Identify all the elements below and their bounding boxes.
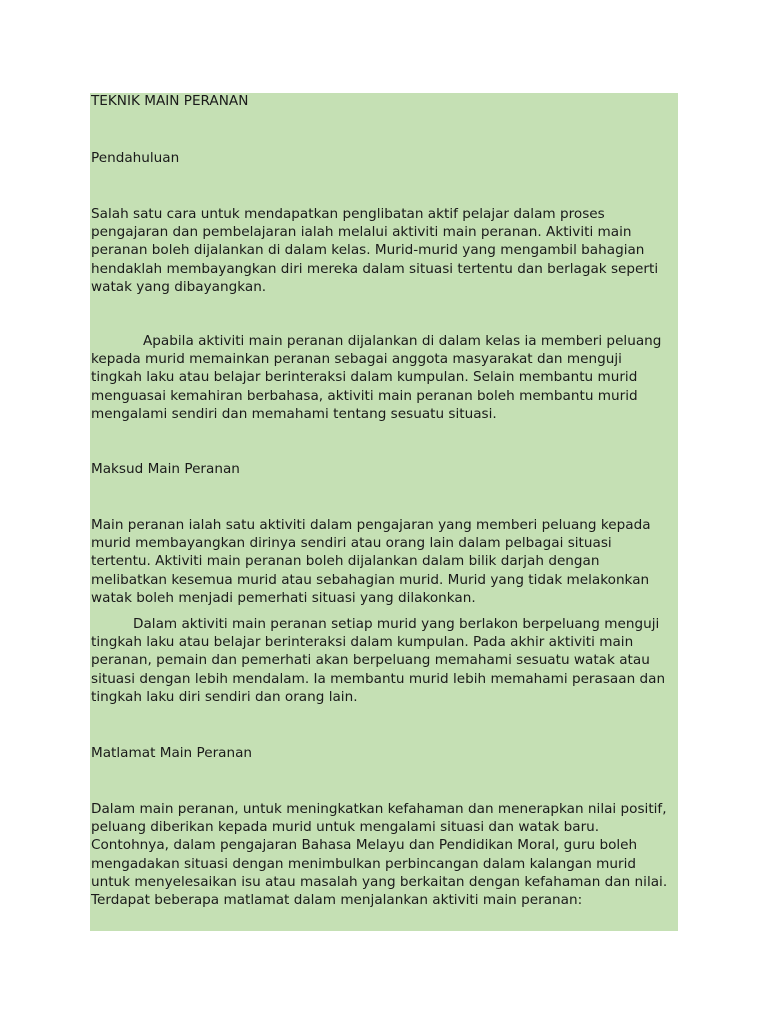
paragraph-line: watak boleh menjadi pemerhati situasi yang dilakonkan. <box>91 589 476 606</box>
paragraph-line: kepada murid memainkan peranan sebagai anggota masyarakat dan menguji <box>91 351 622 368</box>
paragraph-line: mengadakan situasi dengan menimbulkan perbincangan dalam kalangan murid <box>91 855 636 872</box>
paragraph-meaning-1 <box>91 516 651 607</box>
paragraph-line: peranan, pemain dan pemerhati akan berpeluang memahami sesuatu watak atau <box>91 652 650 669</box>
paragraph-line: untuk menyelesaikan isu atau masalah yang berkaitan dengan kefahaman dan nilai. <box>91 873 668 890</box>
paragraph-line: melibatkan kesemua murid atau sebahagian murid. Murid yang tidak melakonkan <box>91 571 650 588</box>
paragraph-line: tingkah laku atau belajar berinteraksi dalam kumpulan. Pada akhir aktiviti main <box>91 634 634 651</box>
paragraph-line: tingkah laku diri sendiri dan orang lain. <box>91 688 358 705</box>
paragraph-line: Dalam aktiviti main peranan setiap murid yang berlakon berpeluang menguji <box>133 616 660 632</box>
paragraph-line: Salah satu cara untuk mendapatkan penglibatan aktif pelajar dalam proses <box>91 206 605 222</box>
paragraph-line: Dalam main peranan, untuk meningkatkan kefahaman dan menerapkan nilai positif, <box>91 801 667 817</box>
paragraph-line: Main peranan ialah satu aktiviti dalam pengajaran yang memberi peluang kepada <box>91 517 651 533</box>
paragraph-line: tingkah laku atau belajar berinteraksi dalam kumpulan. Selain membantu murid <box>91 369 638 386</box>
document-title: TEKNIK MAIN PERANAN <box>91 93 249 109</box>
paragraph-line: Contohnya, dalam pengajaran Bahasa Melayu dan Pendidikan Moral, guru boleh <box>91 837 638 854</box>
paragraph-line: watak yang dibayangkan. <box>91 278 267 295</box>
paragraph-line: situasi dengan lebih mendalam. Ia membantu murid lebih memahami perasaan dan <box>91 670 666 687</box>
paragraph-line: tertentu. Aktiviti main peranan boleh dijalankan dalam bilik darjah dengan <box>91 553 600 570</box>
paragraph-line: pengajaran dan pembelajaran ialah melalui aktiviti main peranan. Aktiviti main <box>91 224 632 241</box>
section-heading-maksud: Maksud Main Peranan <box>91 461 240 477</box>
paragraph-line: murid membayangkan dirinya sendiri atau orang lain dalam pelbagai situasi <box>91 535 612 552</box>
section-heading-matlamat: Matlamat Main Peranan <box>91 745 253 761</box>
paragraph-line: Apabila aktiviti main peranan dijalankan di dalam kelas ia memberi peluang <box>143 333 662 349</box>
paragraph-line: menguasai kemahiran berbahasa, aktiviti main peranan boleh membantu murid <box>91 387 638 404</box>
paragraph-line: Terdapat beberapa matlamat dalam menjalankan aktiviti main peranan: <box>91 892 583 909</box>
paragraph-line: mengalami sendiri dan memahami tentang sesuatu situasi. <box>91 405 497 422</box>
section-heading-pendahuluan: Pendahuluan <box>91 150 180 166</box>
paragraph-goal-1 <box>91 800 667 909</box>
paragraph-meaning-2 <box>91 615 665 706</box>
paragraph-line: peluang diberikan kepada murid untuk mengalami situasi dan watak baru. <box>91 819 600 836</box>
paragraph-line: peranan boleh dijalankan di dalam kelas. Murid-murid yang mengambil bahagian <box>91 242 645 259</box>
paragraph-line: hendaklah membayangkan diri mereka dalam situasi tertentu dan berlagak seperti <box>91 260 659 277</box>
paragraph-intro-2 <box>91 332 661 423</box>
paragraph-intro-1 <box>91 205 658 296</box>
